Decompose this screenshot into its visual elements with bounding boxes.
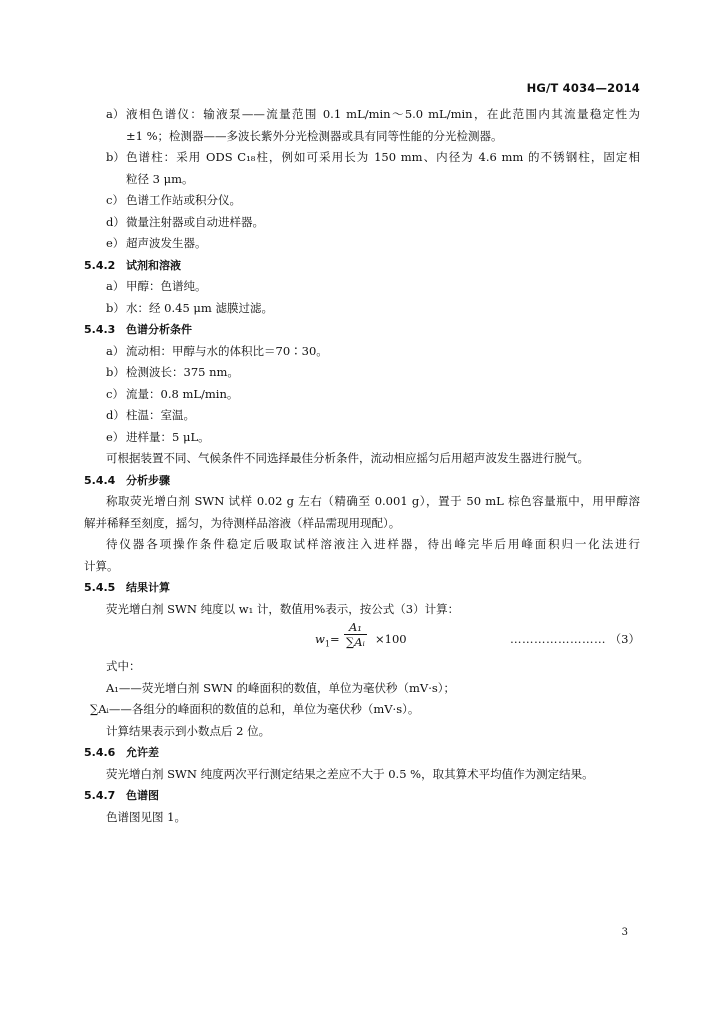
definition-a1: A₁——荧光增白剂 SWN 的峰面积的数值，单位为毫伏秒（mV·s）； [106, 680, 456, 695]
chromatogram-reference: 色谱图见图 1。 [106, 809, 186, 824]
purity-formula [84, 620, 640, 656]
page-number: 3 [621, 927, 628, 938]
condition-item-c: c） 流量：0.8 mL/min。 [106, 386, 239, 401]
formula-lhs: $w_1=$ [315, 632, 340, 649]
list-item-e: e） 超声波发生器。 [106, 236, 207, 250]
section-heading-5-4-2: 5.4.2 试剂和溶液 [84, 258, 181, 272]
list-item-d: d） 微量注射器或自动进样器。 [106, 214, 264, 229]
where-label: 式中： [106, 659, 141, 673]
reagent-item-b: b） 水：经 0.45 μm 滤膜过滤。 [106, 300, 273, 315]
procedure-para1-line1: 称取荧光增白剂 SWN 试样 0.02 g 左右（精确至 0.001 g），置于 50 mL 棕色容量瓶中，用甲醇溶 [106, 494, 640, 508]
formula-multiplier: ×100 [375, 632, 407, 646]
section-heading-5-4-6: 5.4.6 允许差 [84, 746, 159, 759]
formula-equation-number: （3） [609, 632, 640, 646]
formula-leader-dots: …………………… [510, 632, 606, 646]
tolerance-text: 荧光增白剂 SWN 纯度两次平行测定结果之差应不大于 0.5 %，取其算术平均值作为测定结果。 [106, 766, 594, 781]
standard-code-header: HG/T 4034—2014 [526, 81, 640, 95]
formula-numerator: A₁ [348, 620, 362, 634]
list-item-b-line1: b） 色谱柱：采用 ODS C₁₈柱，例如可采用长为 150 mm、内径为 4.6 mm 的不锈钢柱，固定相 [106, 150, 640, 164]
condition-note: 可根据装置不同、气候条件不同选择最佳分析条件，流动相应摇匀后用超声波发生器进行脱气。 [106, 451, 589, 465]
formula-fraction [344, 620, 367, 649]
page-content [84, 104, 640, 828]
section-heading-5-4-3: 5.4.3 色谱分析条件 [84, 323, 192, 336]
result-precision-note: 计算结果表示到小数点后 2 位。 [106, 723, 271, 738]
list-item-b-line2: 粒径 3 μm。 [126, 171, 194, 186]
procedure-para2-line2: 计算。 [84, 558, 119, 573]
reagent-item-a: a） 甲醇：色谱纯。 [106, 279, 207, 293]
section-heading-5-4-5: 5.4.5 结果计算 [84, 581, 170, 594]
section-heading-5-4-4: 5.4.4 分析步骤 [84, 473, 170, 487]
list-item-a-line2: ±1 %；检测器——多波长紫外分光检测器或具有同等性能的分光检测器。 [126, 128, 503, 143]
definition-sum-ai: ∑Aᵢ——各组分的峰面积的数值的总和，单位为毫伏秒（mV·s）。 [90, 702, 420, 716]
condition-item-b: b） 检测波长：375 nm。 [106, 365, 239, 379]
condition-item-a: a） 流动相：甲醇与水的体积比＝70∶30。 [106, 343, 328, 358]
list-item-c: c） 色谱工作站或积分仪。 [106, 193, 241, 207]
procedure-para1-line2: 解并稀释至刻度，摇匀，为待测样品溶液（样品需现用现配）。 [84, 515, 401, 530]
section-heading-5-4-7: 5.4.7 色谱图 [84, 789, 159, 802]
list-item-a-line1: a） 液相色谱仪：输液泵——流量范围 0.1 mL/min～5.0 mL/min，在此范围内其流量稳定性为 [106, 107, 640, 121]
condition-item-d: d） 柱温：室温。 [106, 408, 195, 422]
procedure-para2-line1: 待仪器各项操作条件稳定后吸取试样溶液注入进样器，待出峰完毕后用峰面积归一化法进行 [106, 537, 640, 551]
calculation-intro: 荧光增白剂 SWN 纯度以 w₁ 计，数值用%表示，按公式（3）计算： [106, 601, 460, 616]
formula-denominator: ∑Aᵢ [346, 635, 365, 649]
condition-item-e: e） 进样量：5 μL。 [106, 429, 210, 444]
